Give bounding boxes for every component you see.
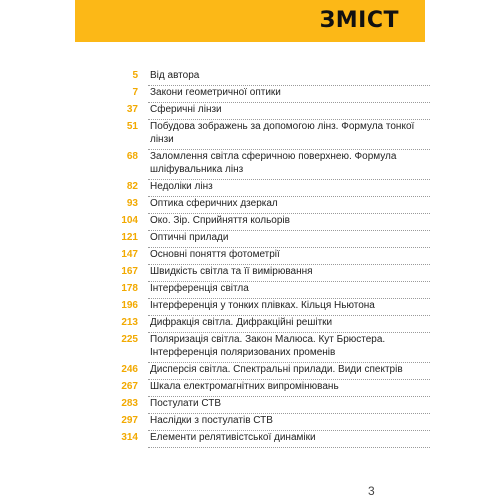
toc-page-number: 178 bbox=[121, 283, 138, 294]
toc-row[interactable] bbox=[100, 231, 430, 248]
toc-page-number: 246 bbox=[121, 364, 138, 375]
toc-row[interactable] bbox=[100, 248, 430, 265]
toc-entry-title: Постулати СТВ bbox=[150, 398, 222, 409]
toc-entry-title: Інтерференція у тонких плівках. Кільця Ньютона bbox=[150, 300, 375, 311]
toc-page-number: 213 bbox=[121, 317, 138, 328]
toc-entry-title: Недоліки лінз bbox=[150, 181, 213, 192]
toc-page-number: 167 bbox=[121, 266, 138, 277]
table-of-contents bbox=[100, 69, 430, 448]
toc-row[interactable] bbox=[100, 86, 430, 103]
toc-entry-title: Інтерференція світла bbox=[150, 283, 249, 294]
toc-row[interactable] bbox=[100, 265, 430, 282]
toc-page-number: 37 bbox=[126, 104, 138, 115]
toc-entry-title: Швидкість світла та її вимірювання bbox=[150, 266, 313, 277]
toc-entry-title: Шкала електромагнітних випромінювань bbox=[150, 381, 339, 392]
toc-entry-title: Від автора bbox=[150, 70, 200, 81]
toc-row[interactable] bbox=[100, 380, 430, 397]
page-title: ЗМІСТ bbox=[319, 8, 399, 33]
toc-row[interactable] bbox=[100, 316, 430, 333]
toc-row[interactable] bbox=[100, 363, 430, 380]
toc-row[interactable] bbox=[100, 414, 430, 431]
toc-page-number: 7 bbox=[132, 87, 138, 98]
toc-page-number: 82 bbox=[126, 181, 138, 192]
toc-entry-title: Оптика сферичних дзеркал bbox=[150, 198, 278, 209]
toc-page-number: 5 bbox=[132, 70, 138, 81]
toc-page-number: 68 bbox=[126, 151, 138, 162]
toc-page-number: 225 bbox=[121, 334, 138, 345]
toc-row[interactable] bbox=[100, 299, 430, 316]
toc-entry-title: Дифракція світла. Дифракційні решітки bbox=[150, 317, 333, 328]
toc-entry-title: Побудова зображень за допомогою лінз. Формула тонкої лінзи bbox=[150, 121, 415, 145]
toc-page-number: 51 bbox=[126, 121, 138, 132]
toc-page-number: 267 bbox=[121, 381, 138, 392]
toc-page-number: 314 bbox=[121, 432, 138, 443]
toc-entry-title: Дисперсія світла. Спектральні прилади. Види спектрів bbox=[150, 364, 403, 375]
toc-row[interactable] bbox=[100, 333, 430, 363]
toc-entry-title: Сферичні лінзи bbox=[150, 104, 222, 115]
toc-entry-title: Заломлення світла сферичною поверхнею. Формула шліфувальника лінз bbox=[150, 151, 397, 175]
toc-row[interactable] bbox=[100, 197, 430, 214]
toc-row[interactable] bbox=[100, 282, 430, 299]
toc-row[interactable] bbox=[100, 180, 430, 197]
toc-page-number: 104 bbox=[121, 215, 138, 226]
toc-entry-title: Основні поняття фотометрії bbox=[150, 249, 280, 260]
toc-entry-title: Закони геометричної оптики bbox=[150, 87, 281, 98]
toc-row[interactable] bbox=[100, 397, 430, 414]
toc-entry-title: Поляризація світла. Закон Малюса. Кут Брюстера. Інтерференція поляризованих променів bbox=[150, 334, 386, 358]
toc-page-number: 297 bbox=[121, 415, 138, 426]
toc-page-number: 121 bbox=[121, 232, 138, 243]
toc-row[interactable] bbox=[100, 120, 430, 150]
toc-page-number: 93 bbox=[126, 198, 138, 209]
toc-entry-title: Оптичні прилади bbox=[150, 232, 229, 243]
toc-page-number: 196 bbox=[121, 300, 138, 311]
toc-page-number: 147 bbox=[121, 249, 138, 260]
toc-entry-title: Елементи релятивістської динаміки bbox=[150, 432, 316, 443]
toc-row[interactable] bbox=[100, 431, 430, 448]
page-number: 3 bbox=[368, 484, 375, 498]
toc-page-number: 283 bbox=[121, 398, 138, 409]
toc-entry-title: Око. Зір. Сприйняття кольорів bbox=[150, 215, 290, 226]
header-banner bbox=[75, 0, 425, 42]
toc-row[interactable] bbox=[100, 150, 430, 180]
toc-row[interactable] bbox=[100, 103, 430, 120]
toc-entry-title: Наслідки з постулатів СТВ bbox=[150, 415, 273, 426]
toc-row[interactable] bbox=[100, 214, 430, 231]
toc-row[interactable] bbox=[100, 69, 430, 86]
